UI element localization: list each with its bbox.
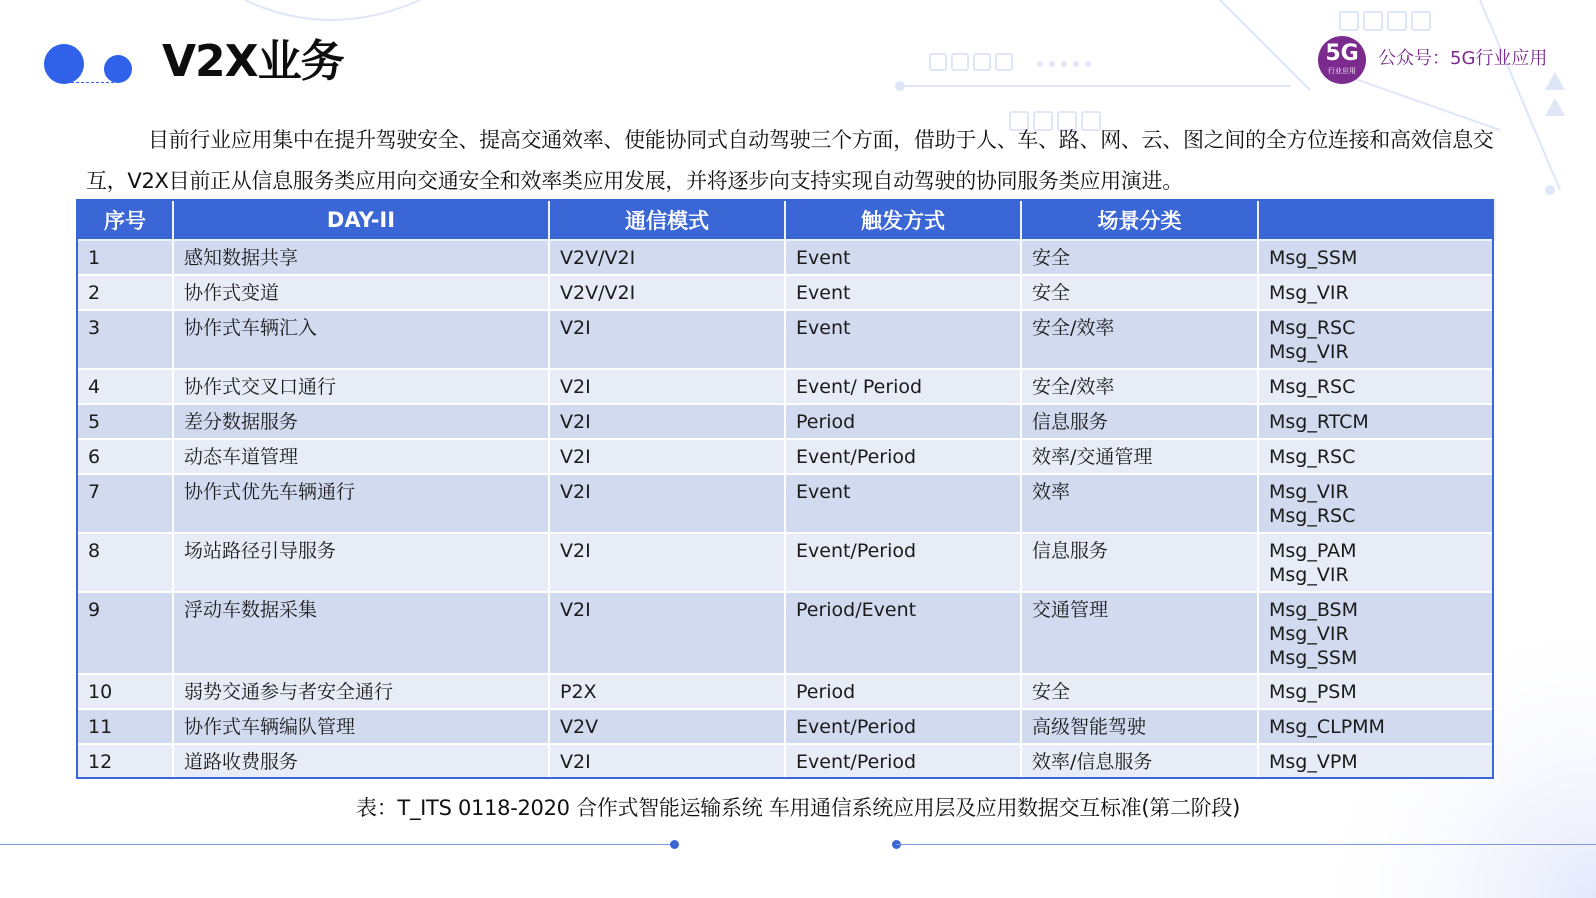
- cell-trigger: Event/Period: [785, 439, 1021, 474]
- table-header-row: [77, 200, 1495, 240]
- cell-trigger: Event/Period: [785, 709, 1021, 744]
- cell-comm-mode: V2I: [549, 404, 785, 439]
- cell-name: 感知数据共享: [173, 240, 549, 275]
- cell-category: 信息服务: [1021, 404, 1258, 439]
- cell-number: 9: [77, 592, 173, 674]
- table-row: [77, 533, 1495, 592]
- cell-messages: [1258, 744, 1495, 779]
- cell-number: 4: [77, 369, 173, 404]
- cell-category: 交通管理: [1021, 592, 1258, 674]
- column-header-messages: [1258, 200, 1495, 240]
- message-name: Msg_CLPMM: [1269, 716, 1385, 738]
- intro-paragraph: 目前行业应用集中在提升驾驶安全、提高交通效率、使能协同式自动驾驶三个方面，借助于人、车、路、网、云、图之间的全方位连接和高效信息交互，V2X目前正从信息服务类应用向交通安全和效率类应用发展，并将逐步向支持实现自动驾驶的协同服务类应用演进。: [86, 128, 1494, 193]
- brand-logo-subtext: 行业应用: [1328, 67, 1356, 75]
- cell-trigger: Period/Event: [785, 592, 1021, 674]
- message-name: Msg_PSM: [1269, 681, 1357, 703]
- cell-messages: [1258, 709, 1495, 744]
- cell-category: 安全: [1021, 275, 1258, 310]
- cell-trigger: Event: [785, 310, 1021, 369]
- cell-name: 场站路径引导服务: [173, 533, 549, 592]
- column-header-comm-mode: 通信模式: [549, 200, 785, 240]
- cell-number: 7: [77, 474, 173, 533]
- page-title: V2X业务: [162, 36, 344, 87]
- table-caption: 表：T_ITS 0118-2020 合作式智能运输系统 车用通信系统应用层及应用数据交互标准(第二阶段): [356, 796, 1240, 820]
- dots-underline: [66, 82, 114, 83]
- small-blue-dot: [104, 55, 132, 83]
- cell-messages: [1258, 439, 1495, 474]
- cell-trigger: Event: [785, 275, 1021, 310]
- cell-messages: [1258, 674, 1495, 709]
- cell-number: 1: [77, 240, 173, 275]
- message-name: Msg_SSM: [1269, 247, 1358, 269]
- message-name: Msg_SSM: [1269, 647, 1358, 669]
- table-row: [77, 275, 1495, 310]
- message-name: Msg_RTCM: [1269, 411, 1369, 433]
- message-name: Msg_VIR: [1269, 282, 1349, 304]
- cell-category: 效率/信息服务: [1021, 744, 1258, 779]
- message-name: Msg_RSC: [1269, 505, 1356, 527]
- table-row: [77, 310, 1495, 369]
- bottom-rule-left: [0, 844, 676, 845]
- table-row: [77, 744, 1495, 779]
- cell-number: 8: [77, 533, 173, 592]
- brand-logo-text: 5G: [1325, 41, 1359, 66]
- cell-name: 协作式交叉口通行: [173, 369, 549, 404]
- table-row: [77, 592, 1495, 674]
- column-header-number: 序号: [77, 200, 173, 240]
- cell-comm-mode: V2V/V2I: [549, 240, 785, 275]
- cell-comm-mode: V2I: [549, 744, 785, 779]
- table-row: [77, 709, 1495, 744]
- cell-name: 协作式优先车辆通行: [173, 474, 549, 533]
- cell-trigger: Event/Period: [785, 533, 1021, 592]
- cell-messages: [1258, 310, 1495, 369]
- large-blue-dot: [44, 44, 84, 84]
- message-name: Msg_BSM: [1269, 599, 1359, 621]
- brand-logo-icon: [1318, 36, 1366, 84]
- message-name: Msg_VIR: [1269, 564, 1349, 586]
- column-header-category: 场景分类: [1021, 200, 1258, 240]
- column-header-trigger: 触发方式: [785, 200, 1021, 240]
- cell-name: 道路收费服务: [173, 744, 549, 779]
- cell-number: 2: [77, 275, 173, 310]
- column-header-day2: DAY-II: [173, 200, 549, 240]
- cell-name: 差分数据服务: [173, 404, 549, 439]
- cell-comm-mode: V2V/V2I: [549, 275, 785, 310]
- cell-comm-mode: V2I: [549, 592, 785, 674]
- bottom-rule-right: [896, 844, 1596, 845]
- cell-name: 浮动车数据采集: [173, 592, 549, 674]
- cell-number: 12: [77, 744, 173, 779]
- cell-name: 动态车道管理: [173, 439, 549, 474]
- cell-messages: [1258, 275, 1495, 310]
- table-row: [77, 439, 1495, 474]
- cell-category: 安全: [1021, 240, 1258, 275]
- table-row: [77, 369, 1495, 404]
- cell-category: 信息服务: [1021, 533, 1258, 592]
- cell-comm-mode: V2I: [549, 474, 785, 533]
- message-name: Msg_VIR: [1269, 481, 1349, 503]
- v2x-table: [76, 199, 1494, 780]
- cell-messages: [1258, 592, 1495, 674]
- cell-messages: [1258, 404, 1495, 439]
- cell-comm-mode: V2I: [549, 439, 785, 474]
- table-row: [77, 240, 1495, 275]
- cell-number: 3: [77, 310, 173, 369]
- cell-category: 效率/交通管理: [1021, 439, 1258, 474]
- cell-trigger: Event: [785, 474, 1021, 533]
- bottom-rule-dot-left: [670, 840, 679, 849]
- message-name: Msg_VIR: [1269, 341, 1349, 363]
- message-name: Msg_VIR: [1269, 623, 1349, 645]
- table-row: [77, 474, 1495, 533]
- cell-comm-mode: V2I: [549, 369, 785, 404]
- cell-messages: [1258, 474, 1495, 533]
- message-name: Msg_PAM: [1269, 540, 1357, 562]
- cell-number: 5: [77, 404, 173, 439]
- cell-number: 11: [77, 709, 173, 744]
- message-name: Msg_RSC: [1269, 376, 1356, 398]
- cell-category: 安全: [1021, 674, 1258, 709]
- cell-comm-mode: P2X: [549, 674, 785, 709]
- cell-comm-mode: V2V: [549, 709, 785, 744]
- cell-name: 协作式车辆汇入: [173, 310, 549, 369]
- message-name: Msg_VPM: [1269, 751, 1358, 773]
- brand-account-name: 公众号：5G行业应用: [1378, 48, 1548, 69]
- cell-name: 协作式变道: [173, 275, 549, 310]
- cell-category: 效率: [1021, 474, 1258, 533]
- brand-badge: [1318, 36, 1580, 84]
- cell-trigger: Event/Period: [785, 744, 1021, 779]
- cell-number: 10: [77, 674, 173, 709]
- cell-trigger: Event/ Period: [785, 369, 1021, 404]
- cell-category: 高级智能驾驶: [1021, 709, 1258, 744]
- table-body: [77, 240, 1495, 779]
- cell-category: 安全/效率: [1021, 369, 1258, 404]
- cell-messages: [1258, 369, 1495, 404]
- cell-number: 6: [77, 439, 173, 474]
- cell-category: 安全/效率: [1021, 310, 1258, 369]
- cell-name: 弱势交通参与者安全通行: [173, 674, 549, 709]
- cell-trigger: Period: [785, 404, 1021, 439]
- cell-trigger: Event: [785, 240, 1021, 275]
- message-name: Msg_RSC: [1269, 317, 1356, 339]
- cell-comm-mode: V2I: [549, 533, 785, 592]
- table-row: [77, 674, 1495, 709]
- table-row: [77, 404, 1495, 439]
- cell-messages: [1258, 533, 1495, 592]
- cell-messages: [1258, 240, 1495, 275]
- cell-comm-mode: V2I: [549, 310, 785, 369]
- cell-name: 协作式车辆编队管理: [173, 709, 549, 744]
- message-name: Msg_RSC: [1269, 446, 1356, 468]
- cell-trigger: Period: [785, 674, 1021, 709]
